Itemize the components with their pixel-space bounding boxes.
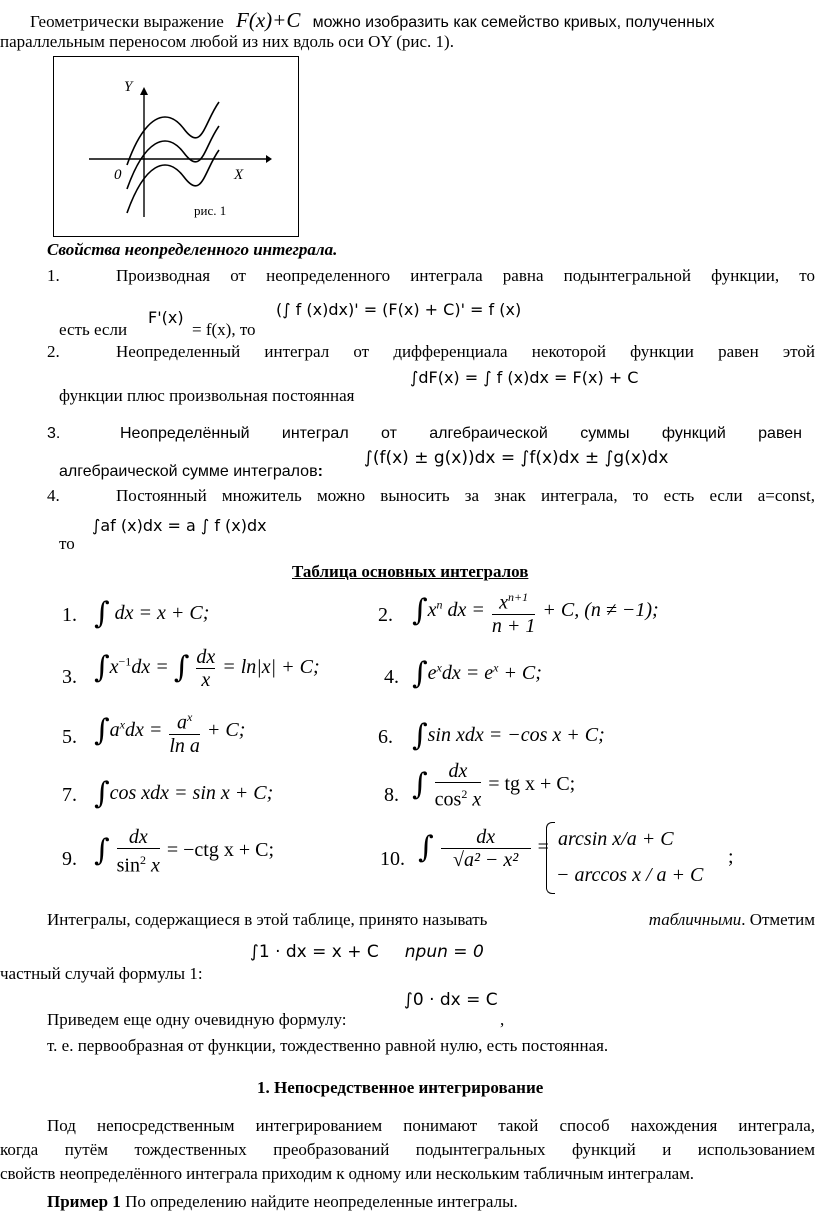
formula-10-end: ; <box>728 846 734 868</box>
formula-10-num: 10. <box>380 848 405 870</box>
formula-3: $\int x^{-1}dx$ = ∫ $\frac{dx}{x}$ = ln|x| + C; <box>94 646 320 691</box>
formula-9: ∫ $\frac{dx}{\sin^2 x}$ = −ctg x + C; <box>94 826 275 877</box>
formula-8: ∫ $\frac{dx}{\cos^2 x}$ = tg x + C; <box>412 760 576 811</box>
table-title: Таблица основных интегралов <box>292 562 529 581</box>
after-p2: Приведем еще одну очевидную формулу: <box>47 1010 347 1029</box>
prop2-num: 2. <box>47 342 60 361</box>
after-comma: , <box>500 1010 505 1029</box>
formula-4-num: 4. <box>384 666 399 688</box>
y-axis-arrow <box>140 87 148 95</box>
formula-5: $\int a^xdx$ = $\frac{a^x}{\text{ln a}}$ + C; <box>94 710 246 757</box>
formula-3-num: 3. <box>62 666 77 688</box>
example-1: Пример 1 По определению найдите неопределенные интегралы. <box>47 1192 518 1211</box>
curve-top <box>127 102 219 165</box>
formula-6: ∫sin xdx = −cos x + C; <box>412 718 605 753</box>
prop1-text: Производная от неопределенного интеграла равна подынтегральной функции, то <box>116 266 815 285</box>
formula-8-num: 8. <box>384 784 399 806</box>
after-p1: Интегралы, содержащиеся в этой таблице, принято называть табличными. Отметим <box>47 910 815 929</box>
formula-10-bottom: − arccos x / a + C <box>556 864 704 886</box>
curves-graph <box>54 57 298 236</box>
prop2-formula: ∫dF(x) = ∫ f (x)dx = F(x) + C <box>410 368 639 387</box>
prop1-line2b: = f(x), то <box>192 320 256 339</box>
prop3-formula: ∫(f(x) ± g(x))dx = ∫f(x)dx ± ∫g(x)dx <box>364 448 669 468</box>
x-axis-arrow <box>266 155 272 163</box>
formula-10-top: arcsin x/a + C <box>558 828 674 850</box>
figure-1 <box>53 56 299 237</box>
prop3-num: 3. <box>47 425 61 442</box>
y-label: Y <box>124 79 133 95</box>
prop1-num: 1. <box>47 266 60 285</box>
intro-line2: параллельным переносом любой из них вдоль оси OY (рис. 1). <box>0 32 454 51</box>
after-p3: т. е. первообразная от функции, тождественно равной нулю, есть постоянная. <box>47 1036 609 1055</box>
prop1-formula-a: F'(x) <box>148 308 184 327</box>
section-p-l2: когда путём тождественных преобразований подынтегральных функций и использованием <box>0 1140 815 1159</box>
formula-6-num: 6. <box>378 726 393 748</box>
formula-1: ∫ dx = x + C; <box>94 596 210 631</box>
x-label: X <box>234 167 244 183</box>
formula-5-num: 5. <box>62 726 77 748</box>
section-p-l1: Под непосредственным интегрированием понимают такой способ нахождения интеграла, <box>47 1116 815 1135</box>
after-p1-line2: частный случай формулы 1: <box>0 964 203 983</box>
prop4-line2a: то <box>59 534 75 553</box>
prop4-num: 4. <box>47 486 60 505</box>
prop1-line2a: есть если <box>59 320 128 339</box>
formula-7: ∫cos xdx = sin x + C; <box>94 776 274 811</box>
prop3-line2a: алгебраической сумме интегралов: <box>59 463 323 480</box>
section-heading: 1. Непосредственное интегрирование <box>257 1078 544 1097</box>
prop1-formula-b: (∫ f (x)dx)' = (F(x) + C)' = f (x) <box>276 300 522 319</box>
origin-label: 0 <box>114 167 122 183</box>
formula-2: $\int x^n$ dx = $\frac{x^{n+1}}{n + 1}$ + C, (n ≠ −1); <box>412 590 659 637</box>
formula-10: ∫ $\frac{dx}{\text{√a² − x²}}$ = <box>418 826 549 871</box>
section-p-l3: свойств неопределённого интеграла приходим к одному или нескольким табличным интегралам. <box>0 1164 694 1183</box>
prop2-line2a: функции плюс произвольная постоянная <box>59 386 355 405</box>
formula-1-num: 1. <box>62 604 77 626</box>
brace <box>546 822 555 894</box>
prop3-text: Неопределённый интеграл от алгебраической суммы функций равен <box>120 425 802 442</box>
prop4-text: Постоянный множитель можно выносить за знак интеграла, то есть если a=const, <box>116 486 815 505</box>
formula-4: $\int e^xdx = e^x + C$; <box>412 656 542 691</box>
figure-caption: рис. 1 <box>194 203 227 218</box>
intro-paragraph: Геометрически выражение F(x)+C можно изобразить как семейство кривых, полученных <box>30 8 715 32</box>
formula-zero-dx: ∫0 · dx = C <box>404 990 498 1010</box>
properties-heading: Свойства неопределенного интеграла. <box>47 240 338 259</box>
formula-9-num: 9. <box>62 848 77 870</box>
formula-2-num: 2. <box>378 604 393 626</box>
intro-formula: F(x)+C <box>236 8 301 32</box>
prop4-formula: ∫af (x)dx = a ∫ f (x)dx <box>92 516 267 535</box>
formula-7-num: 7. <box>62 784 77 806</box>
formula-one-dx: ∫1 · dx = x + C npun = 0 <box>250 942 484 962</box>
prop2-text: Неопределенный интеграл от дифференциала некоторой функции равен этой <box>116 342 815 361</box>
